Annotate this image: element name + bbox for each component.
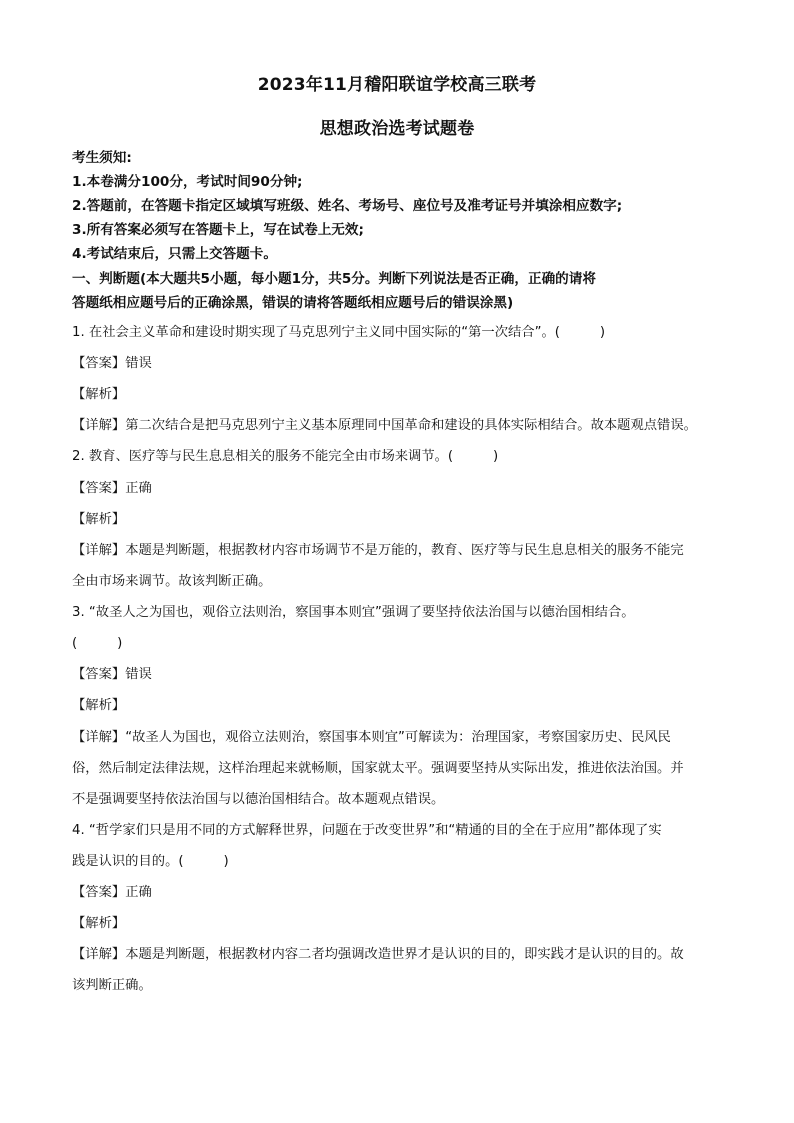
analysis-label: 【解析】 [72,916,126,931]
exam-title: 2023年11月稽阳联谊学校高三联考 [257,75,537,95]
detail-text: 该判断正确。 [72,978,152,993]
notice-heading: 考生须知: [72,150,132,166]
notice-item: 3.所有答案必须写在答题卡上，写在试卷上无效; [72,222,364,238]
notice-item: 4.考试结束后，只需上交答题卡。 [72,246,277,262]
answer-row [72,883,152,903]
answer-label: 【答案】 [72,356,126,371]
question-stem: 1. 在社会主义革命和建设时期实现了马克思列宁主义同中国实际的“第一次结合”。( ) [72,325,606,340]
detail-label: 【详解】 [72,418,126,433]
detail-text: 全由市场来调节。故该判断正确。 [72,574,272,589]
analysis-label: 【解析】 [72,698,126,713]
question-stem: 2. 教育、医疗等与民生息息相关的服务不能完全由市场来调节。( ) [72,449,499,464]
notice-item: 2.答题前，在答题卡指定区域填写班级、姓名、考场号、座位号及准考证号并填涂相应数字; [72,198,623,214]
notice-item: 1.本卷满分100分，考试时间90分钟; [72,174,303,190]
detail-row [72,416,697,436]
answer-row [72,354,152,374]
section-heading: 一、判断题(本大题共5小题，每小题1分，共5分。判断下列说法是否正确，正确的请将 [72,271,596,287]
question-stem: 践是认识的目的。( ) [72,854,229,869]
detail-text: 不是强调要坚持依法治国与以德治国相结合。故本题观点错误。 [72,792,445,807]
detail-text: 俗，然后制定法律法规，这样治理起来就畅顺，国家就太平。强调要坚持从实际出发，推进依法治国。并 [72,761,684,776]
detail-label: 【详解】 [72,947,126,962]
detail-row [72,945,684,965]
answer-value: 错误 [125,356,152,371]
analysis-label: 【解析】 [72,387,126,402]
answer-row [72,479,152,499]
detail-row [72,541,684,561]
detail-text: 第二次结合是把马克思列宁主义基本原理同中国革命和建设的具体实际相结合。故本题观点错误。 [125,418,697,433]
answer-row [72,665,152,685]
answer-value: 正确 [125,481,152,496]
analysis-label: 【解析】 [72,512,126,527]
detail-row [72,728,671,748]
exam-subtitle: 思想政治选考试题卷 [319,119,475,139]
detail-label: 【详解】 [72,543,126,558]
detail-text: 本题是判断题，根据教材内容市场调节不是万能的，教育、医疗等与民生息息相关的服务不能完 [125,543,684,558]
question-stem: ( ) [72,636,123,651]
answer-label: 【答案】 [72,667,126,682]
section-heading: 答题纸相应题号后的正确涂黑，错误的请将答题纸相应题号后的错误涂黑) [72,295,514,311]
answer-value: 错误 [125,667,152,682]
detail-text: “故圣人为国也，观俗立法则治，察国事本则宜”可解读为：治理国家，考察国家历史、民风民 [125,730,671,745]
question-stem: 3. “故圣人之为国也，观俗立法则治，察国事本则宜”强调了要坚持依法治国与以德治国相结合。 [72,605,635,620]
question-stem: 4. “哲学家们只是用不同的方式解释世界，问题在于改变世界”和“精通的目的全在于应用”都体现了实 [72,823,662,838]
answer-label: 【答案】 [72,885,126,900]
answer-value: 正确 [125,885,152,900]
detail-label: 【详解】 [72,730,126,745]
detail-text: 本题是判断题，根据教材内容二者均强调改造世界才是认识的目的，即实践才是认识的目的。故 [125,947,684,962]
answer-label: 【答案】 [72,481,126,496]
